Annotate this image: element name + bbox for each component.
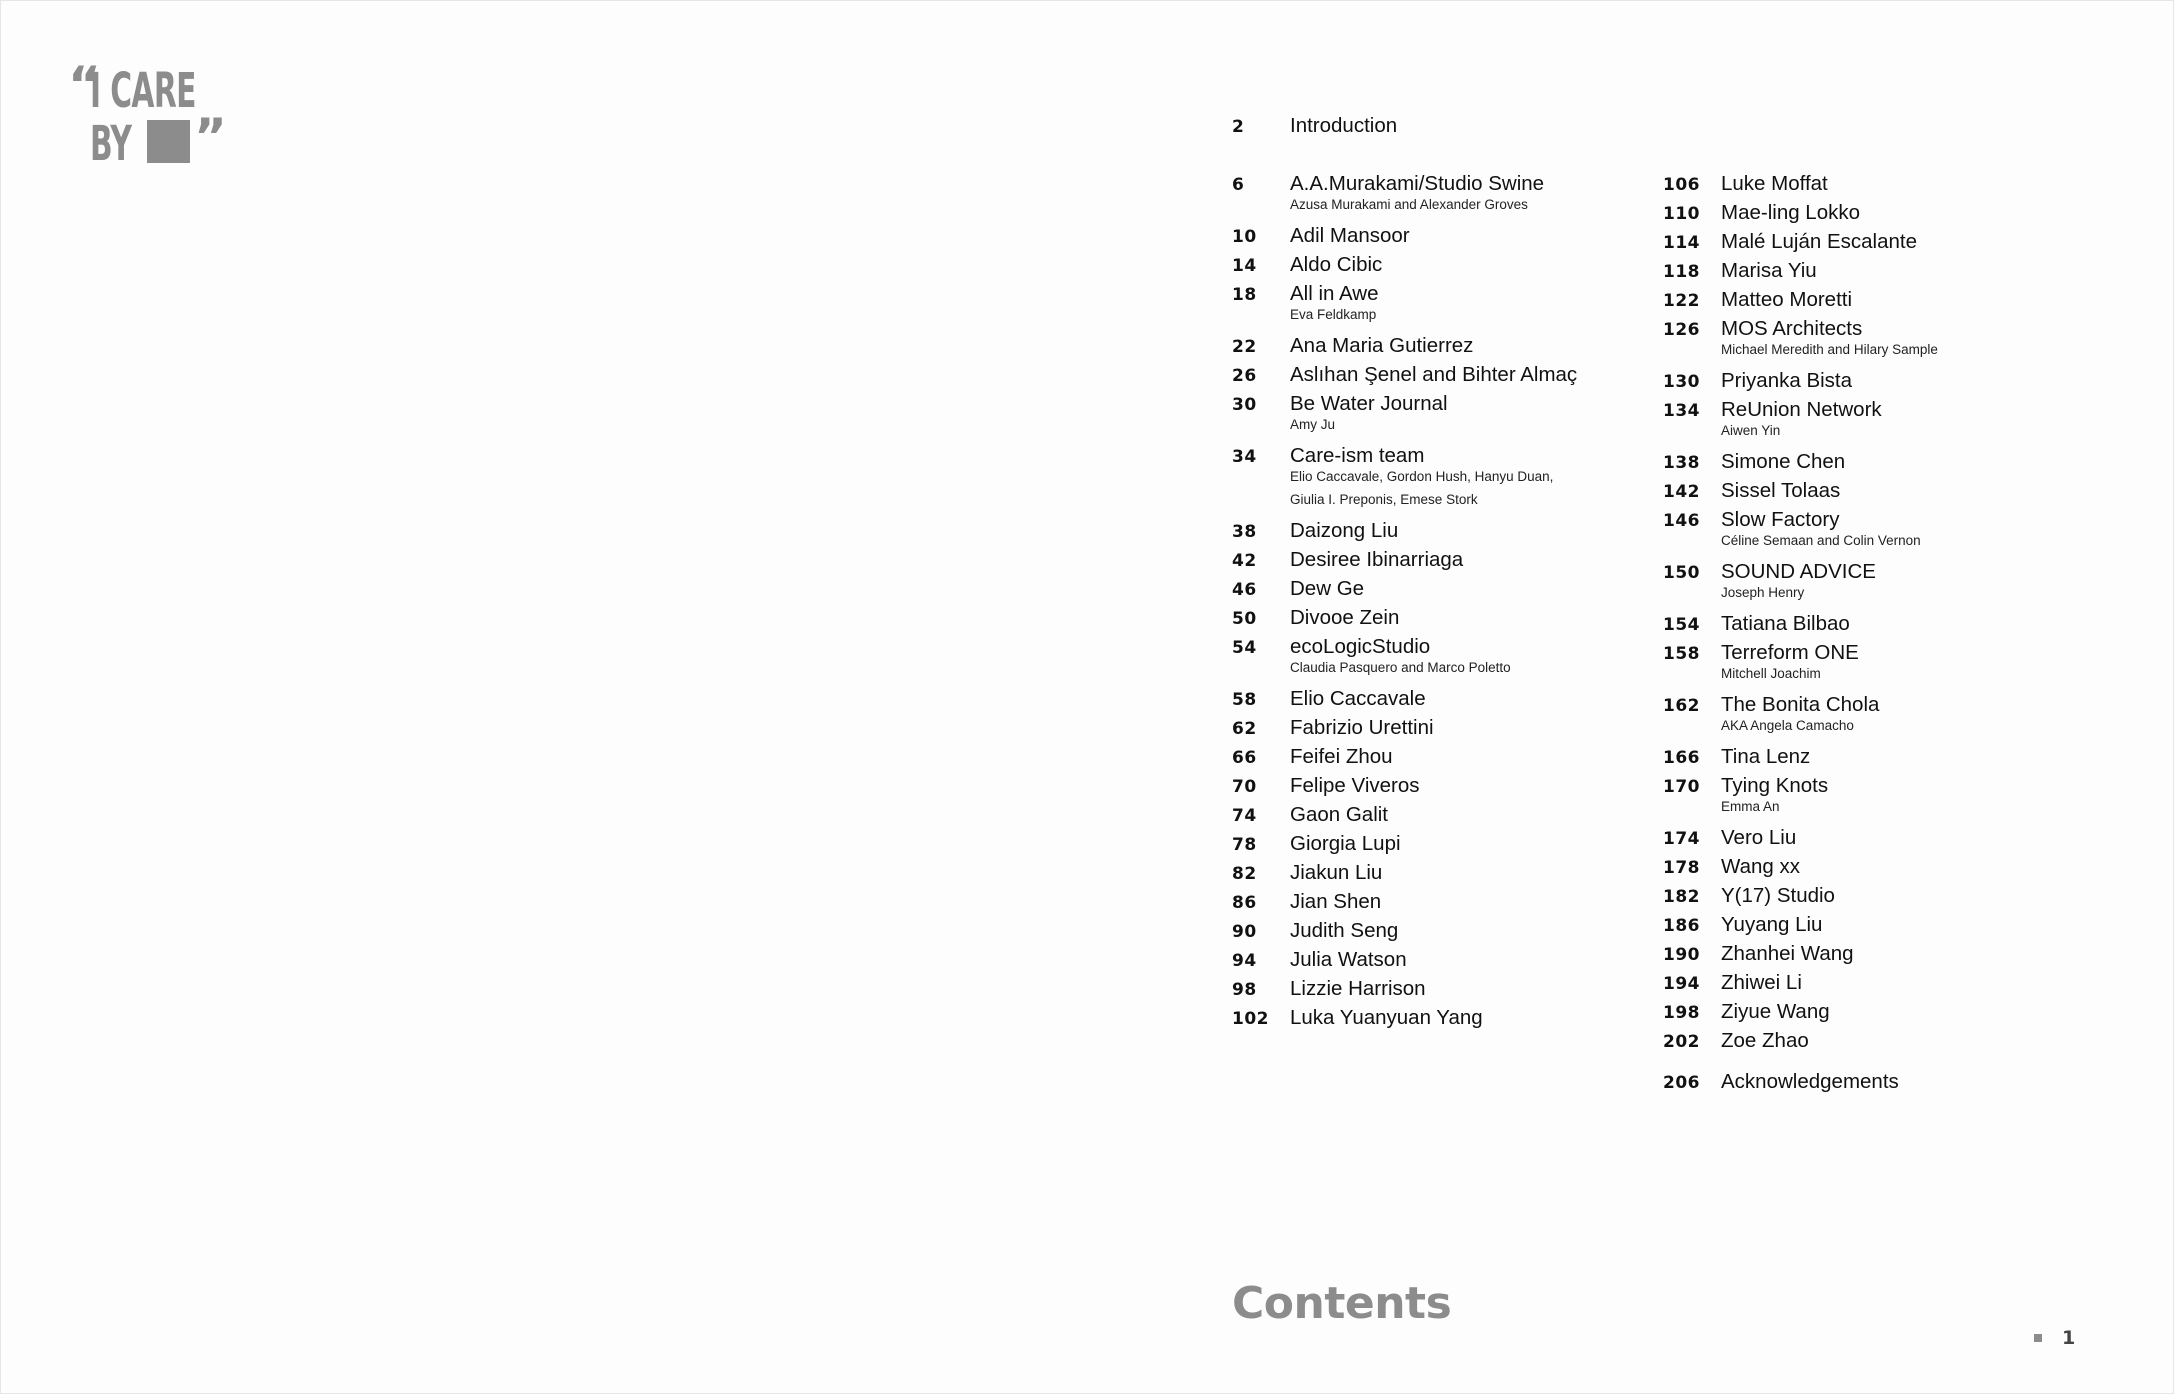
toc-title: Dew Ge <box>1290 577 1365 600</box>
toc-page-number: 142 <box>1663 482 1700 502</box>
page-title: Contents <box>1232 1278 1452 1329</box>
toc-title: Feifei Zhou <box>1290 745 1393 768</box>
toc-entry[interactable] <box>1232 282 1553 326</box>
toc-contributors: Giulia I. Preponis, Emese Stork <box>1290 492 1478 507</box>
toc-contributors: Elio Caccavale, Gordon Hush, Hanyu Duan, <box>1290 469 1554 484</box>
toc-title: Acknowledgements <box>1721 1070 1899 1093</box>
toc-page-number: 118 <box>1663 262 1700 282</box>
toc-entry[interactable] <box>1663 913 1938 934</box>
page-number <box>2034 1327 2075 1349</box>
toc-title: Matteo Moretti <box>1721 288 1853 311</box>
toc-title: The Bonita Chola <box>1721 693 1880 716</box>
logo-close-quote: ” <box>194 108 225 166</box>
toc-contributors: Eva Feldkamp <box>1290 307 1377 322</box>
toc-title: Mae-ling Lokko <box>1721 201 1861 224</box>
toc-entry[interactable] <box>1232 745 1553 766</box>
toc-entry[interactable] <box>1232 832 1553 853</box>
toc-title: Y(17) Studio <box>1721 884 1835 907</box>
toc-title: Gaon Galit <box>1290 803 1388 826</box>
toc-entry[interactable] <box>1663 942 1938 963</box>
toc-page-number: 82 <box>1232 864 1257 884</box>
toc-title: A.A.Murakami/Studio Swine <box>1290 172 1545 195</box>
toc-page-number: 50 <box>1232 609 1257 629</box>
toc-page-number: 102 <box>1232 1009 1269 1029</box>
toc-page-number: 178 <box>1663 858 1700 878</box>
toc-title: Adil Mansoor <box>1290 224 1410 247</box>
toc-page-number: 134 <box>1663 401 1700 421</box>
toc-contributors: Claudia Pasquero and Marco Poletto <box>1290 660 1511 675</box>
toc-entry[interactable] <box>1232 392 1553 436</box>
toc-entry[interactable] <box>1663 693 1938 737</box>
toc-page-number: 94 <box>1232 951 1257 971</box>
toc-left-column <box>1232 172 1578 1035</box>
toc-page-number: 14 <box>1232 256 1257 276</box>
toc-entry[interactable] <box>1663 855 1938 876</box>
toc-entry[interactable] <box>1663 259 1938 280</box>
toc-page-number: 74 <box>1232 806 1257 826</box>
toc-contributors: Aiwen Yin <box>1721 423 1781 438</box>
toc-title: Tina Lenz <box>1721 745 1811 768</box>
toc-page-number: 34 <box>1232 447 1257 467</box>
logo-open-quote: “ <box>68 56 99 114</box>
toc-page-number: 158 <box>1663 644 1700 664</box>
toc-page-number: 162 <box>1663 696 1700 716</box>
logo-line-1: I CARE <box>90 63 196 119</box>
toc-entry[interactable] <box>1232 803 1553 824</box>
toc-title: Desiree Ibinarriaga <box>1290 548 1464 571</box>
toc-title: Lizzie Harrison <box>1290 977 1426 1000</box>
toc-title: Divooe Zein <box>1290 606 1400 629</box>
toc-title: Sissel Tolaas <box>1721 479 1841 502</box>
toc-entry[interactable] <box>1663 508 1938 552</box>
toc-page-number: 90 <box>1232 922 1257 942</box>
logo-square-icon <box>147 120 190 163</box>
toc-title: Aslıhan Şenel and Bihter Almaç <box>1290 363 1578 386</box>
toc-contributors: Emma An <box>1721 799 1780 814</box>
toc-contributors: Azusa Murakami and Alexander Groves <box>1290 197 1528 212</box>
toc-entry[interactable] <box>1232 334 1553 355</box>
toc-entry[interactable] <box>1663 641 1938 685</box>
toc-title: Ana Maria Gutierrez <box>1290 334 1474 357</box>
toc-page-number: 66 <box>1232 748 1257 768</box>
toc-entry[interactable] <box>1663 288 1938 309</box>
toc-entry[interactable] <box>1663 369 1938 390</box>
i-care-by-logo <box>68 56 228 172</box>
toc-entry[interactable] <box>1232 224 1553 245</box>
toc-title: Luka Yuanyuan Yang <box>1290 1006 1483 1029</box>
toc-title: Daizong Liu <box>1290 519 1399 542</box>
toc-page-number: 150 <box>1663 563 1700 583</box>
toc-entry[interactable] <box>1232 444 1553 511</box>
toc-title: All in Awe <box>1290 282 1379 305</box>
toc-title: Jiakun Liu <box>1290 861 1383 884</box>
toc-entry[interactable] <box>1663 971 1938 992</box>
square-bullet-icon <box>2034 1334 2042 1342</box>
toc-entry[interactable] <box>1663 230 1938 251</box>
toc-page-number: 110 <box>1663 204 1700 224</box>
toc-page-number: 42 <box>1232 551 1257 571</box>
toc-title: Simone Chen <box>1721 450 1846 473</box>
toc-entry[interactable] <box>1232 577 1553 598</box>
page-number-value: 1 <box>2062 1327 2076 1349</box>
toc-page-number: 58 <box>1232 690 1257 710</box>
toc-entry[interactable] <box>1663 826 1938 847</box>
toc-entry[interactable] <box>1232 1006 1553 1027</box>
toc-title: Aldo Cibic <box>1290 253 1383 276</box>
toc-title: Introduction <box>1290 114 1398 137</box>
toc-title: Marisa Yiu <box>1721 259 1817 282</box>
toc-entry[interactable] <box>1663 450 1938 471</box>
toc-page-number: 106 <box>1663 175 1700 195</box>
toc-title: Judith Seng <box>1290 919 1399 942</box>
toc-page-number: 2 <box>1232 117 1245 137</box>
toc-page-number: 62 <box>1232 719 1257 739</box>
toc-page-number: 18 <box>1232 285 1257 305</box>
toc-title: Be Water Journal <box>1290 392 1448 415</box>
toc-page-number: 146 <box>1663 511 1700 531</box>
toc-page-number: 98 <box>1232 980 1257 1000</box>
toc-page-number: 10 <box>1232 227 1257 247</box>
toc-contributors: AKA Angela Camacho <box>1721 718 1854 733</box>
toc-title: ReUnion Network <box>1721 398 1882 421</box>
toc-page-number: 6 <box>1232 175 1245 195</box>
toc-entry[interactable] <box>1232 172 1553 216</box>
toc-title: MOS Architects <box>1721 317 1863 340</box>
toc-title: Ziyue Wang <box>1721 1000 1830 1023</box>
toc-page-number: 186 <box>1663 916 1700 936</box>
toc-entry[interactable] <box>1232 977 1553 998</box>
toc-title: Priyanka Bista <box>1721 369 1853 392</box>
toc-page-number: 202 <box>1663 1032 1700 1052</box>
toc-contributors: Céline Semaan and Colin Vernon <box>1721 533 1921 548</box>
toc-title: SOUND ADVICE <box>1721 560 1876 583</box>
toc-page-number: 138 <box>1663 453 1700 473</box>
toc-contributors: Amy Ju <box>1290 417 1336 432</box>
toc-title: Tatiana Bilbao <box>1721 612 1850 635</box>
toc-entry[interactable] <box>1663 560 1938 604</box>
toc-entry[interactable] <box>1232 919 1553 940</box>
toc-title: Julia Watson <box>1290 948 1407 971</box>
toc-page-number: 198 <box>1663 1003 1700 1023</box>
toc-entry[interactable] <box>1232 774 1553 795</box>
toc-page-number: 26 <box>1232 366 1257 386</box>
toc-page-number: 86 <box>1232 893 1257 913</box>
toc-title: Zoe Zhao <box>1721 1029 1809 1052</box>
toc-page-number: 182 <box>1663 887 1700 907</box>
toc-entry[interactable] <box>1232 606 1553 627</box>
toc-entry[interactable] <box>1663 774 1938 818</box>
toc-page-number: 126 <box>1663 320 1700 340</box>
toc-entry[interactable] <box>1232 363 1578 386</box>
toc-entry[interactable] <box>1232 253 1553 274</box>
toc-page-number: 174 <box>1663 829 1700 849</box>
toc-page-number: 206 <box>1663 1073 1700 1093</box>
toc-entry[interactable] <box>1663 884 1938 905</box>
toc-entry[interactable] <box>1232 519 1553 540</box>
toc-page-number: 194 <box>1663 974 1700 994</box>
toc-entry[interactable] <box>1663 317 1938 361</box>
toc-entry[interactable] <box>1663 612 1938 633</box>
toc-page-number: 70 <box>1232 777 1257 797</box>
toc-entry[interactable] <box>1663 745 1938 766</box>
toc-title: Yuyang Liu <box>1721 913 1823 936</box>
toc-title: Malé Luján Escalante <box>1721 230 1918 253</box>
toc-title: Giorgia Lupi <box>1290 832 1401 855</box>
toc-title: Jian Shen <box>1290 890 1382 913</box>
toc-entry[interactable] <box>1232 890 1553 911</box>
toc-page-number: 170 <box>1663 777 1700 797</box>
toc-page-number: 38 <box>1232 522 1257 542</box>
toc-entry[interactable] <box>1663 172 1938 193</box>
toc-entry[interactable] <box>1232 635 1553 679</box>
toc-page-number: 166 <box>1663 748 1700 768</box>
toc-title: Elio Caccavale <box>1290 687 1426 710</box>
toc-page-number: 190 <box>1663 945 1700 965</box>
toc-entry[interactable] <box>1663 1029 1938 1050</box>
toc-contributors: Joseph Henry <box>1721 585 1805 600</box>
toc-entry[interactable] <box>1232 548 1553 569</box>
toc-title: Slow Factory <box>1721 508 1840 531</box>
toc-page-number: 130 <box>1663 372 1700 392</box>
toc-title: Care-ism team <box>1290 444 1425 467</box>
toc-title: Wang xx <box>1721 855 1800 878</box>
toc-title: Vero Liu <box>1721 826 1797 849</box>
toc-right-column <box>1663 172 1938 1058</box>
toc-entry[interactable] <box>1232 716 1553 737</box>
toc-contributors: Mitchell Joachim <box>1721 666 1821 681</box>
toc-title: Zhiwei Li <box>1721 971 1802 994</box>
toc-entry[interactable] <box>1232 948 1553 969</box>
toc-title: Fabrizio Urettini <box>1290 716 1434 739</box>
toc-page-number: 154 <box>1663 615 1700 635</box>
toc-page-number: 54 <box>1232 638 1257 658</box>
toc-entry[interactable] <box>1232 687 1553 708</box>
toc-entry[interactable] <box>1663 479 1938 500</box>
toc-entry[interactable] <box>1663 201 1938 222</box>
toc-contributors: Michael Meredith and Hilary Sample <box>1721 342 1938 357</box>
toc-page-number: 114 <box>1663 233 1700 253</box>
toc-title: Terreform ONE <box>1721 641 1859 664</box>
toc-page-number: 122 <box>1663 291 1700 311</box>
toc-title: Luke Moffat <box>1721 172 1828 195</box>
logo-line-2: BY <box>90 116 132 172</box>
toc-title: Zhanhei Wang <box>1721 942 1854 965</box>
toc-title: ecoLogicStudio <box>1290 635 1431 658</box>
toc-entry[interactable] <box>1232 861 1553 882</box>
toc-entry[interactable] <box>1663 398 1938 442</box>
toc-entry[interactable] <box>1663 1000 1938 1021</box>
toc-title: Felipe Viveros <box>1290 774 1420 797</box>
toc-page-number: 78 <box>1232 835 1257 855</box>
toc-page-number: 22 <box>1232 337 1257 357</box>
toc-page-number: 30 <box>1232 395 1257 415</box>
toc-title: Tying Knots <box>1721 774 1829 797</box>
toc-page-number: 46 <box>1232 580 1257 600</box>
